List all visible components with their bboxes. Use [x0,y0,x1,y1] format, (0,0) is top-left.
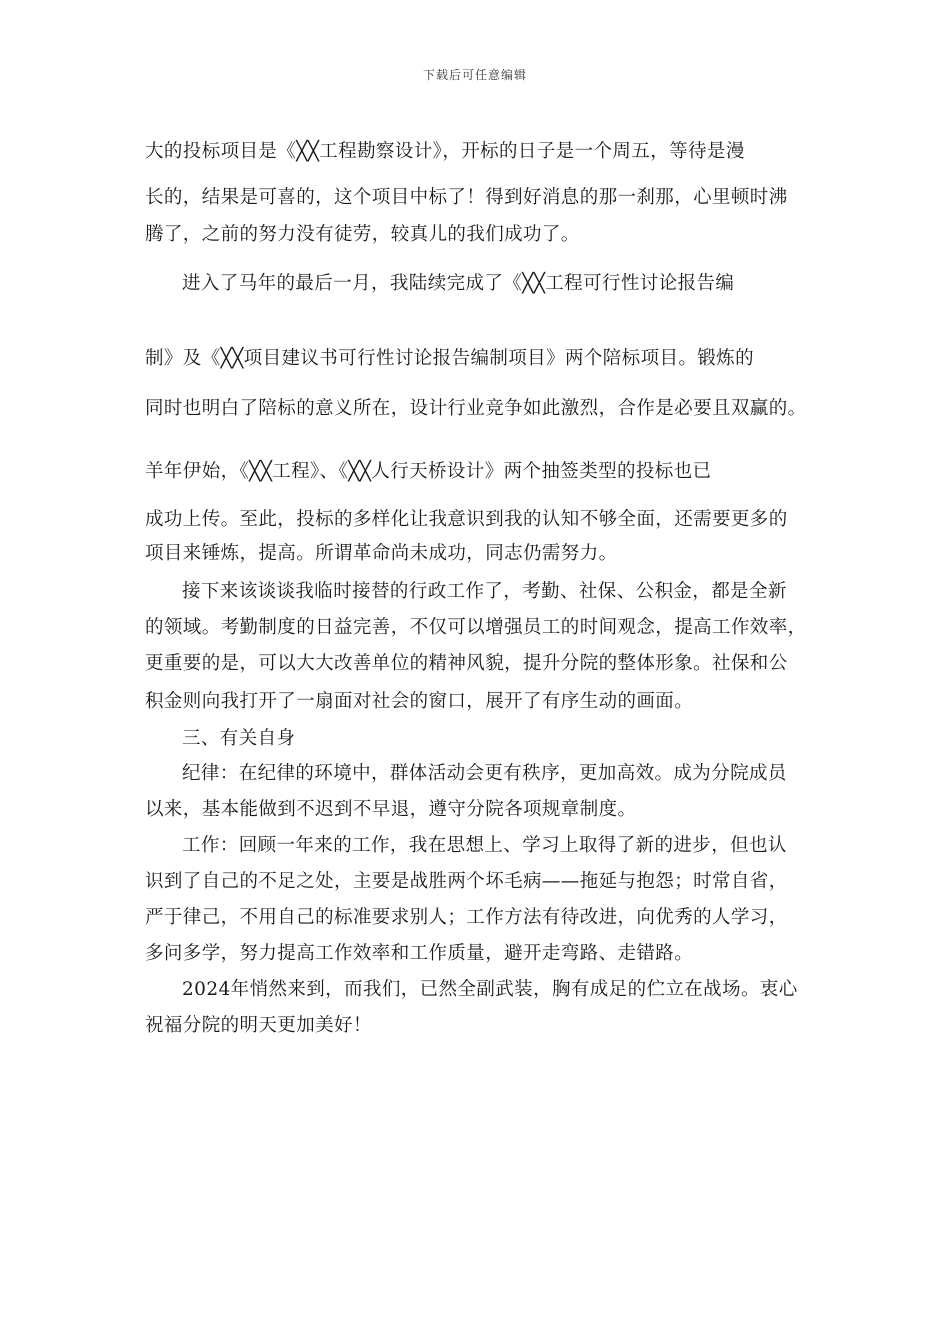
body-text-line: 长的，结果是可喜的，这个项目中标了！得到好消息的那一刹那，心里顿时沸 [145,187,788,208]
page-header-note: 下载后可任意编辑 [422,68,527,82]
body-text-line: 羊年伊始，《╳╳工程》、《╳╳人行天桥设计》两个抽签类型的投标也已 [145,461,712,482]
body-text-line: 积金则向我打开了一扇面对社会的窗口，展开了有序生动的画面。 [145,691,694,712]
body-text-line: 同时也明白了陪标的意义所在，设计行业竞争如此激烈，合作是必要且双赢的。 [145,398,807,419]
body-text-line: 的领域。考勤制度的日益完善，不仅可以增强员工的时间观念，提高工作效率， [145,617,807,638]
body-text-line: 识到了自己的不足之处，主要是战胜两个坏毛病——拖延与抱怨；时常自省， [145,871,788,892]
body-text-line: 严于律己，不用自己的标准要求别人；工作方法有待改进，向优秀的人学习， [145,907,788,928]
body-text-line: 项目来锤炼，提高。所谓革命尚未成功，同志仍需努力。 [145,543,618,564]
body-text-line: 纪律：在纪律的环境中，群体活动会更有秩序，更加高效。成为分院成员 [182,763,787,784]
body-text-line: 大的投标项目是《╳╳工程勘察设计》，开标的日子是一个周五，等待是漫 [145,141,745,162]
body-text-line: 祝福分院的明天更加美好！ [145,1015,372,1036]
body-text-line: 接下来该谈谈我临时接替的行政工作了，考勤、社保、公积金，都是全新 [182,581,787,602]
body-text-line: 腾了，之前的努力没有徒劳，较真儿的我们成功了。 [145,224,580,245]
body-text-line: 多问多学，努力提高工作效率和工作质量，避开走弯路、走错路。 [145,943,694,964]
body-text-line: 2024年悄然来到，而我们，已然全副武装，胸有成足的伫立在战场。衷心 [182,979,798,1000]
body-text-line: 成功上传。至此，投标的多样化让我意识到我的认知不够全面，还需要更多的 [145,509,788,530]
section-heading: 三、有关自身 [182,728,296,749]
body-text-line: 以来，基本能做到不迟到不早退，遵守分院各项规章制度。 [145,799,637,820]
body-text-line: 进入了马年的最后一月，我陆续完成了《╳╳工程可行性讨论报告编 [182,273,735,294]
body-text-line: 工作：回顾一年来的工作，我在思想上、学习上取得了新的进步，但也认 [182,835,787,856]
body-text-line: 更重要的是，可以大大改善单位的精神风貌，提升分院的整体形象。社保和公 [145,653,788,674]
body-text-line: 制》及《╳╳项目建议书可行性讨论报告编制项目》两个陪标项目。锻炼的 [145,348,754,369]
